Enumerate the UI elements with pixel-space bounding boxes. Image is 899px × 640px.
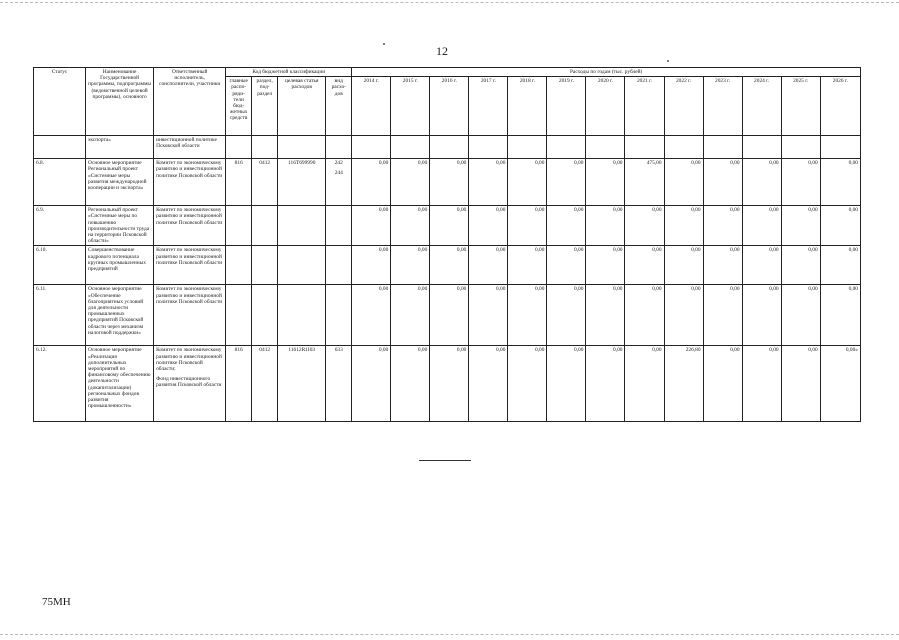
value-cell: 0,00 xyxy=(469,346,508,422)
table-row-continuation xyxy=(34,136,861,159)
empty-cell xyxy=(625,136,664,159)
status-cell: 6.10. xyxy=(34,246,86,285)
value-cell: 0,00 xyxy=(742,285,781,346)
empty-cell xyxy=(508,136,547,159)
table-row xyxy=(34,246,861,285)
status-cell xyxy=(34,136,86,159)
name-cell: Основное мероприятие «Реализация дополнительных мероприятий по финансовому обеспечению деятельности (докапитализации) региональных фондов развития промышленности» xyxy=(86,346,154,422)
value-cell: 0,00 xyxy=(820,285,860,346)
status-cell: 6.12. xyxy=(34,346,86,422)
table-row xyxy=(34,206,861,246)
empty-cell xyxy=(586,136,625,159)
value-cell: 0,00 xyxy=(820,159,860,206)
target-cell xyxy=(278,246,326,285)
value-cell: 0,00 xyxy=(430,285,469,346)
value-cell: 0,00 xyxy=(781,346,820,422)
value-cell: 0,00 xyxy=(625,285,664,346)
empty-cell xyxy=(430,136,469,159)
grbs-cell xyxy=(226,246,252,285)
empty-cell xyxy=(252,136,278,159)
value-cell: 0,00 xyxy=(664,159,703,206)
executor-cell: Комитет по экономическому развитию и инвестиционной политике Псковской области xyxy=(154,159,226,206)
value-cell: 0,00 xyxy=(625,246,664,285)
value-cell: 0,00 xyxy=(742,246,781,285)
value-cell: 0,00 xyxy=(430,346,469,422)
executor-secondary: Фонд инвестиционного развития Псковской области xyxy=(156,376,222,389)
header-grbs: главные распо-ряди-тели бюд-жетных средств xyxy=(226,77,252,136)
executor-cell: Комитет по экономическому развитию и инвестиционной политике Псковской области xyxy=(154,246,226,285)
value-cell: 0,00 xyxy=(703,346,742,422)
empty-cell xyxy=(352,136,391,159)
value-cell: 0,00 xyxy=(781,246,820,285)
header-years-group: Расходы по годам (тыс. рублей) xyxy=(352,68,861,77)
header-year: 2020 г. xyxy=(586,77,625,136)
value-cell: 0,00 xyxy=(430,246,469,285)
grbs-cell xyxy=(226,285,252,346)
value-cell: 0,00 xyxy=(781,206,820,246)
empty-cell xyxy=(469,136,508,159)
expense-type-cell xyxy=(326,206,352,246)
target-cell xyxy=(278,285,326,346)
value-cell: 0,00 xyxy=(352,285,391,346)
value-cell: 0,00 xyxy=(469,246,508,285)
header-year: 2022 г. xyxy=(664,77,703,136)
scan-edge-bottom xyxy=(0,634,899,635)
executor-cell: Комитет по экономическому развитию и инвестиционной политике Псковской области xyxy=(154,206,226,246)
page-number: 12 xyxy=(436,44,448,58)
header-year: 2016 г. xyxy=(430,77,469,136)
value-cell: 0,00 xyxy=(547,206,586,246)
table-row xyxy=(34,285,861,346)
value-cell: 0,00 xyxy=(508,346,547,422)
value-cell: 0,00 xyxy=(391,159,430,206)
value-cell: 0,00 xyxy=(742,206,781,246)
grbs-cell: 816 xyxy=(226,346,252,422)
header-executor: Ответственный исполнитель, соисполнители, участники xyxy=(154,68,226,136)
header-budget-code: Код бюджетной классификации xyxy=(226,68,352,77)
status-cell: 6.11. xyxy=(34,285,86,346)
empty-cell xyxy=(664,136,703,159)
empty-cell xyxy=(547,136,586,159)
table-row xyxy=(34,159,861,206)
header-year: 2023 г. xyxy=(703,77,742,136)
value-cell: 0,00 xyxy=(352,206,391,246)
table-row xyxy=(34,346,861,422)
status-cell: 6.9. xyxy=(34,206,86,246)
value-cell: 0,00 xyxy=(742,346,781,422)
empty-cell xyxy=(226,136,252,159)
section-cell xyxy=(252,285,278,346)
expense-type-value: 242 xyxy=(334,160,343,167)
value-cell: 0,00 xyxy=(781,159,820,206)
header-row-1 xyxy=(34,68,861,77)
value-cell: 0,00 xyxy=(586,346,625,422)
value-cell: 0,00 xyxy=(586,206,625,246)
empty-cell xyxy=(742,136,781,159)
value-cell: 0,00 xyxy=(664,206,703,246)
header-year: 2018 г. xyxy=(508,77,547,136)
value-cell: 0,00 xyxy=(820,246,860,285)
value-cell: 226,80 xyxy=(664,346,703,422)
name-cell: Основное мероприятие Региональный проект «Системные меры развития международной кооперации и экспорта» xyxy=(86,159,154,206)
executor-primary: Комитет по экономическому развитию и инвестиционной политике Псковской области; xyxy=(156,347,222,373)
value-cell: 0,00 xyxy=(430,159,469,206)
value-cell: 0,00 xyxy=(820,206,860,246)
value-cell: 0,00 xyxy=(508,206,547,246)
value-cell: 0,00 xyxy=(547,159,586,206)
value-cell: 0,00 xyxy=(391,246,430,285)
value-cell: 0,00 xyxy=(547,346,586,422)
value-cell: 0,00 xyxy=(547,246,586,285)
value-cell: 0,00 xyxy=(508,159,547,206)
header-year: 2014 г. xyxy=(352,77,391,136)
footer-code: 75МН xyxy=(42,596,71,608)
header-year: 2021 г. xyxy=(625,77,664,136)
value-cell: 0,00» xyxy=(820,346,860,422)
section-cell xyxy=(252,246,278,285)
value-cell: 0,00 xyxy=(547,285,586,346)
value-cell: 0,00 xyxy=(391,206,430,246)
value-cell: 0,00 xyxy=(352,246,391,285)
target-cell: 11612R1I03 xyxy=(278,346,326,422)
executor-cell xyxy=(154,346,226,422)
empty-cell xyxy=(703,136,742,159)
value-cell: 0,00 xyxy=(391,346,430,422)
value-cell: 0,00 xyxy=(703,285,742,346)
empty-cell xyxy=(781,136,820,159)
target-cell xyxy=(278,206,326,246)
executor-cell: инвестиционной политике Псковской области xyxy=(154,136,226,159)
section-cell: 0412 xyxy=(252,159,278,206)
target-cell: 116Т699990 xyxy=(278,159,326,206)
header-year: 2017 г. xyxy=(469,77,508,136)
value-cell: 0,00 xyxy=(586,159,625,206)
value-cell: 0,00 xyxy=(625,206,664,246)
value-cell: 0,00 xyxy=(352,346,391,422)
section-cell xyxy=(252,206,278,246)
budget-table xyxy=(33,67,861,422)
value-cell: 0,00 xyxy=(703,246,742,285)
value-cell: 0,00 xyxy=(742,159,781,206)
empty-cell xyxy=(820,136,860,159)
header-expense-type: вид расхо-дов xyxy=(326,77,352,136)
expense-type-cell xyxy=(326,285,352,346)
value-cell: 475,00 xyxy=(625,159,664,206)
value-cell: 0,00 xyxy=(508,246,547,285)
expense-type-cell xyxy=(326,246,352,285)
value-cell: 0,00 xyxy=(625,346,664,422)
end-of-table-rule xyxy=(419,460,471,461)
header-year: 2019 г. xyxy=(547,77,586,136)
grbs-cell: 816 xyxy=(226,159,252,206)
expense-type-cell: 633 xyxy=(326,346,352,422)
value-cell: 0,00 xyxy=(469,206,508,246)
header-year: 2026 г. xyxy=(820,77,860,136)
value-cell: 0,00 xyxy=(391,285,430,346)
header-year: 2015 г. xyxy=(391,77,430,136)
expense-type-value: 244 xyxy=(334,170,343,177)
header-year: 2025 г. xyxy=(781,77,820,136)
value-cell: 0,00 xyxy=(352,159,391,206)
value-cell: 0,00 xyxy=(430,206,469,246)
value-cell: 0,00 xyxy=(469,285,508,346)
executor-cell: Комитет по экономическому развитию и инвестиционной политике Псковской области xyxy=(154,285,226,346)
header-target: целевая статья расходов xyxy=(278,77,326,136)
empty-cell xyxy=(326,136,352,159)
name-cell: экспорта» xyxy=(86,136,154,159)
header-status: Статус xyxy=(34,68,86,136)
scan-edge-top xyxy=(0,2,899,3)
value-cell: 0,00 xyxy=(781,285,820,346)
value-cell: 0,00 xyxy=(664,285,703,346)
header-name: Наименование Государственной программы, подпрограммы (ведомственной целевой программы), основного xyxy=(86,68,154,136)
header-section: раздел, под-раздел xyxy=(252,77,278,136)
scan-speck xyxy=(383,43,385,45)
value-cell: 0,00 xyxy=(508,285,547,346)
name-cell: Региональный проект «Системные меры по повышению производительности труда на территории Псковской области» xyxy=(86,206,154,246)
grbs-cell xyxy=(226,206,252,246)
value-cell: 0,00 xyxy=(469,159,508,206)
expense-type-cell xyxy=(326,159,352,206)
value-cell: 0,00 xyxy=(703,159,742,206)
name-cell: Основное мероприятие «Обеспечение благоприятных условий для деятельности промышленных предприятий Псковской области через механизм налоговой поддержки» xyxy=(86,285,154,346)
section-cell: 0412 xyxy=(252,346,278,422)
empty-cell xyxy=(278,136,326,159)
status-cell: 6.8. xyxy=(34,159,86,206)
value-cell: 0,00 xyxy=(703,206,742,246)
empty-cell xyxy=(391,136,430,159)
value-cell: 0,00 xyxy=(586,246,625,285)
header-year: 2024 г. xyxy=(742,77,781,136)
value-cell: 0,00 xyxy=(664,246,703,285)
scan-speck xyxy=(667,60,669,62)
name-cell: Совершенствование кадрового потенциала крупных промышленных предприятий xyxy=(86,246,154,285)
value-cell: 0,00 xyxy=(586,285,625,346)
